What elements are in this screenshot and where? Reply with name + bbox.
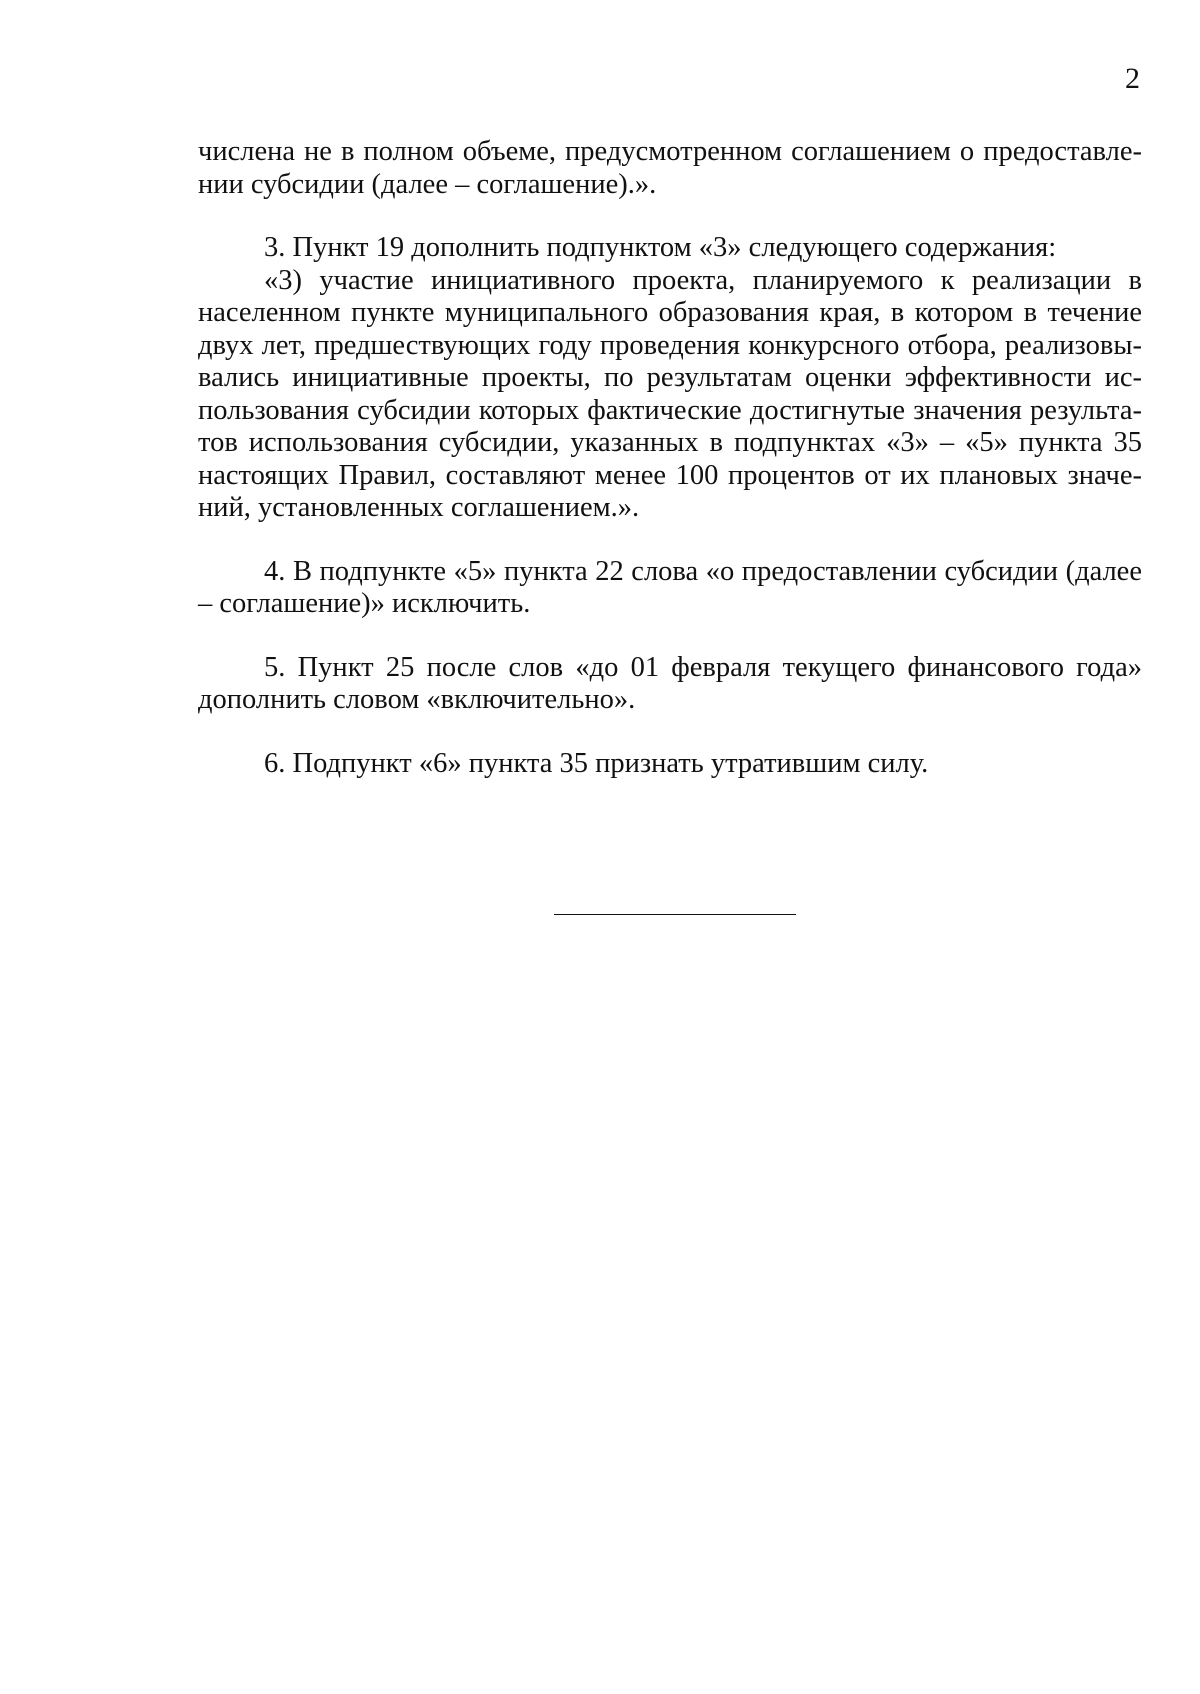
paragraph-item-3: 3. Пункт 19 дополнить подпунктом «3» следующего содержания: xyxy=(264,232,1057,263)
paragraph-continuation: численa не в полном объеме, предусмотренном соглашением о предоставлении субсидии (далее – соглашение).». xyxy=(198,136,1142,200)
document-body xyxy=(198,136,1142,780)
paragraph-item-6: 6. Подпункт «6» пункта 35 признать утратившим силу. xyxy=(264,747,929,779)
paragraph-item-3-text: «3) участие инициативного проекта, планируемого к реализации в населенном пункте муниципального образования края, в котором в течение двух лет, предшествующих году проведения конкурсного отбора, реализовывались инициативные проекты, по результатам оценки эффективности использования субсидии которых фактические достигнутые значения результатов использования субсидии, указанных в подпунктах «3» – «5» пункта 35 настоящих Правил, составляют менее 100 процентов от их плановых значений, установленных соглашением.». xyxy=(198,264,1142,523)
closing-divider xyxy=(554,914,796,915)
page-number: 2 xyxy=(1125,62,1140,95)
paragraph-item-5: 5. Пункт 25 после слов «до 01 февраля текущего финансового года» дополнить словом «включительно». xyxy=(198,651,1142,715)
paragraph-item-4: 4. В подпункте «5» пункта 22 слова «о предоставлении субсидии (далее – соглашение)» исключить. xyxy=(198,555,1142,619)
